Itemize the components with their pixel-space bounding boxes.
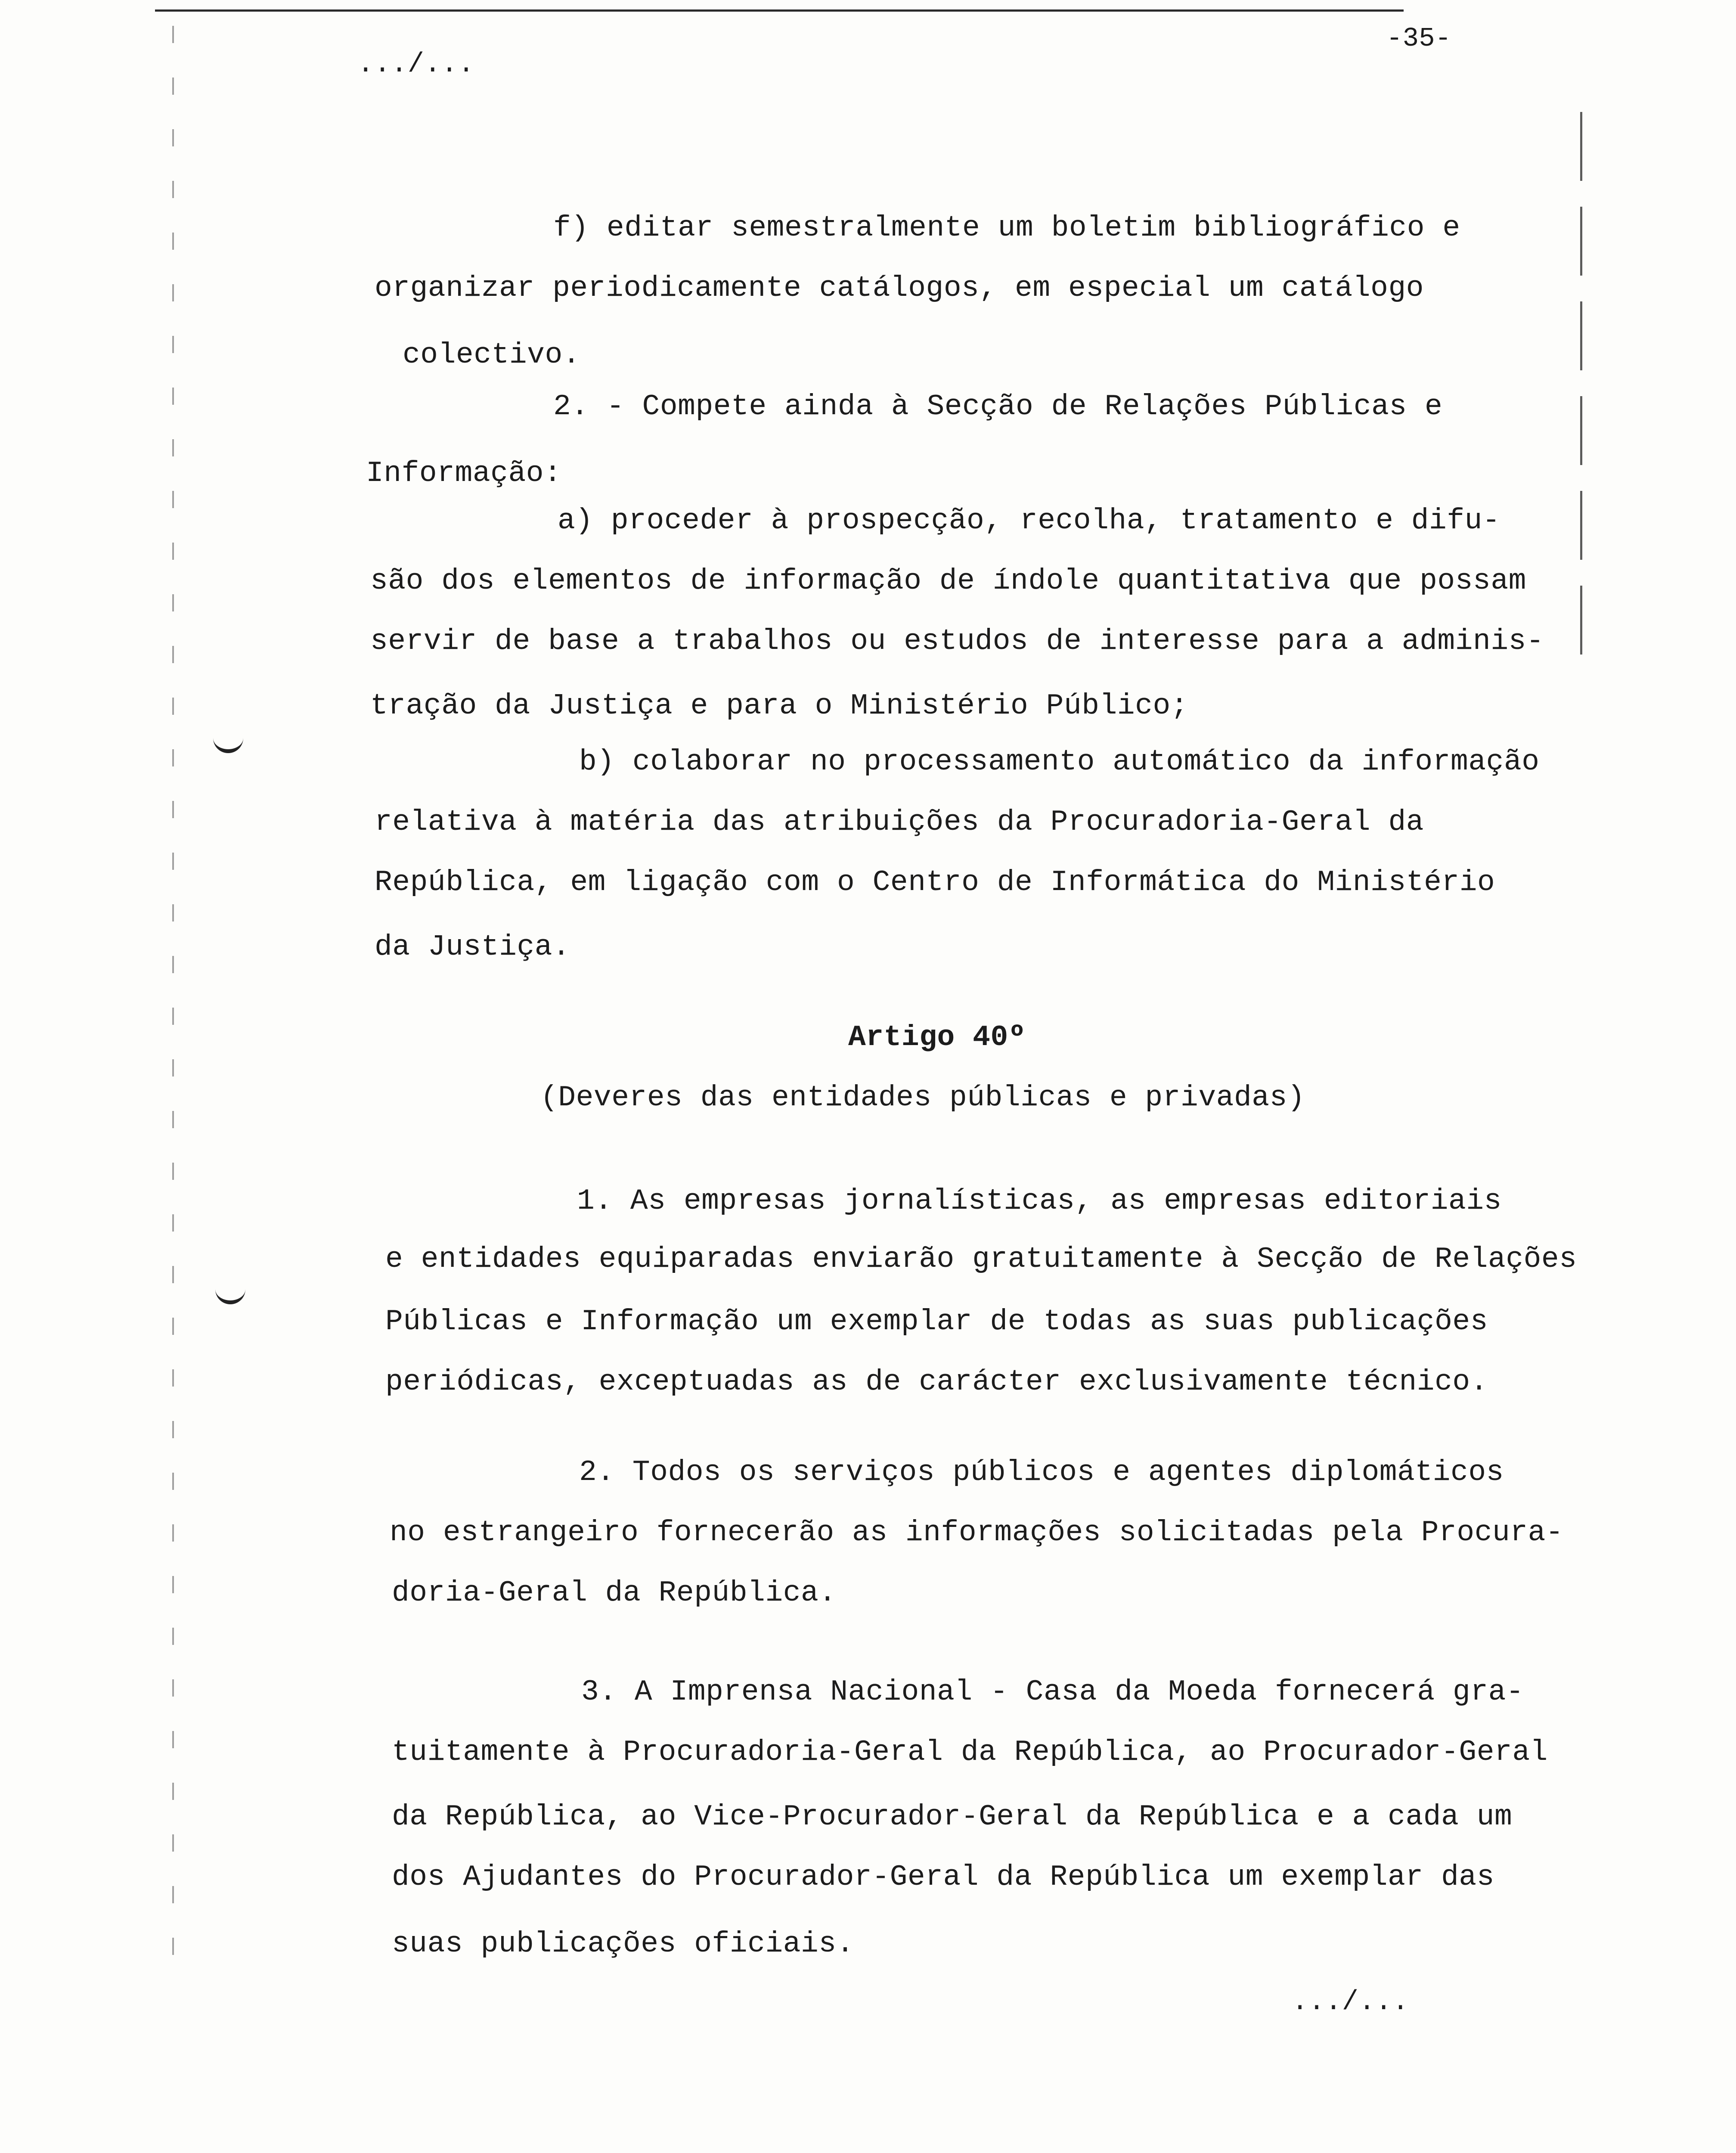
text-line: colectivo.	[403, 338, 581, 372]
text-line: Informação:	[366, 457, 562, 490]
text-line: Públicas e Informação um exemplar de todas as suas publicações	[385, 1305, 1488, 1338]
punch-hole-mark	[215, 1283, 245, 1304]
text-line: periódicas, exceptuadas as de carácter exclusivamente técnico.	[385, 1365, 1488, 1399]
text-line: 2. Todos os serviços públicos e agentes diplomáticos	[579, 1456, 1504, 1489]
text-line: b) colaborar no processamento automático da informação	[579, 745, 1540, 779]
text-line: 2. - Compete ainda à Secção de Relações Públicas e	[553, 390, 1443, 423]
article-heading: Artigo 40º	[848, 1021, 1026, 1054]
article-subtitle: (Deveres das entidades públicas e privadas)	[540, 1081, 1305, 1114]
continuation-bottom: .../...	[1292, 1987, 1409, 2018]
text-line: da República, ao Vice-Procurador-Geral da República e a cada um	[392, 1800, 1513, 1833]
text-line: tuitamente à Procuradoria-Geral da República, ao Procurador-Geral	[392, 1736, 1548, 1769]
page-number: -35-	[1386, 23, 1451, 54]
top-rule	[155, 9, 1404, 12]
text-line: relativa à matéria das atribuições da Procuradoria-Geral da	[375, 806, 1424, 839]
text-line: dos Ajudantes do Procurador-Geral da República um exemplar das	[392, 1861, 1495, 1894]
text-line: República, em ligação com o Centro de Informática do Ministério	[375, 866, 1495, 899]
text-line: da Justiça.	[375, 931, 570, 964]
text-line: organizar periodicamente catálogos, em especial um catálogo	[375, 272, 1424, 305]
text-line: doria-Geral da República.	[392, 1576, 837, 1610]
right-edge-shadow	[1580, 112, 1582, 680]
text-line: 3. A Imprensa Nacional - Casa da Moeda fornecerá gra-	[581, 1675, 1524, 1709]
text-line: f) editar semestralmente um boletim bibliográfico e	[553, 211, 1460, 245]
continuation-top: .../...	[357, 49, 475, 80]
text-line: a) proceder à prospecção, recolha, tratamento e difu-	[558, 504, 1500, 537]
text-line: 1. As empresas jornalísticas, as empresas editoriais	[577, 1185, 1502, 1218]
text-line: tração da Justiça e para o Ministério Público;	[370, 689, 1189, 723]
left-edge-shadow	[172, 26, 174, 1981]
text-line: no estrangeiro fornecerão as informações solicitadas pela Procura-	[390, 1516, 1564, 1549]
text-line: servir de base a trabalhos ou estudos de interesse para a adminis-	[370, 625, 1544, 658]
text-line: suas publicações oficiais.	[392, 1927, 854, 1961]
text-line: e entidades equiparadas enviarão gratuitamente à Secção de Relações	[385, 1243, 1577, 1276]
punch-hole-mark	[213, 732, 243, 753]
text-line: são dos elementos de informação de índole quantitativa que possam	[370, 565, 1526, 598]
